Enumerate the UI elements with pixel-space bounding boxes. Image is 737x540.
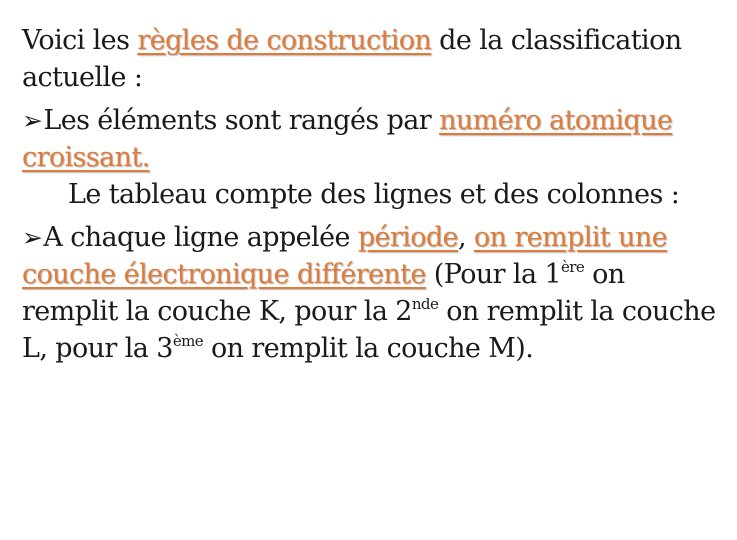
- rule2-text-2: on remplit la couche K, pour la 2: [22, 259, 625, 327]
- highlight-construction-rules: règles de construction: [137, 25, 432, 56]
- rule2-comma: ,: [457, 222, 474, 253]
- rule-periods: [22, 219, 722, 367]
- superscript-first: ère: [561, 258, 585, 276]
- highlight-periode: période: [357, 222, 458, 253]
- rule1-text: Les éléments sont rangés par: [43, 105, 440, 136]
- highlight-atomic-number: numéro atomique croissant.: [22, 105, 673, 173]
- intro-text-end: de la classification actuelle :: [22, 25, 682, 93]
- arrow-bullet-icon: ➢: [22, 223, 43, 252]
- superscript-second: nde: [411, 295, 439, 313]
- slide-content: [22, 22, 722, 367]
- table-structure-line: Le tableau compte des lignes et des colonnes :: [68, 179, 680, 210]
- intro-text-start: Voici les: [22, 25, 138, 56]
- superscript-third: ème: [172, 332, 203, 350]
- rule2-text-start: A chaque ligne appelée: [43, 222, 358, 253]
- rule-atomic-number: [22, 102, 722, 176]
- intro-paragraph: [22, 22, 722, 96]
- rule2-text-3: on remplit la couche L, pour la 3: [22, 296, 716, 364]
- arrow-bullet-icon: ➢: [22, 106, 43, 135]
- rule2-text-4: on remplit la couche M).: [203, 333, 534, 364]
- highlight-electron-shell: on remplit une couche électronique différente: [22, 222, 667, 290]
- rule2-text-1: (Pour la 1: [425, 259, 562, 290]
